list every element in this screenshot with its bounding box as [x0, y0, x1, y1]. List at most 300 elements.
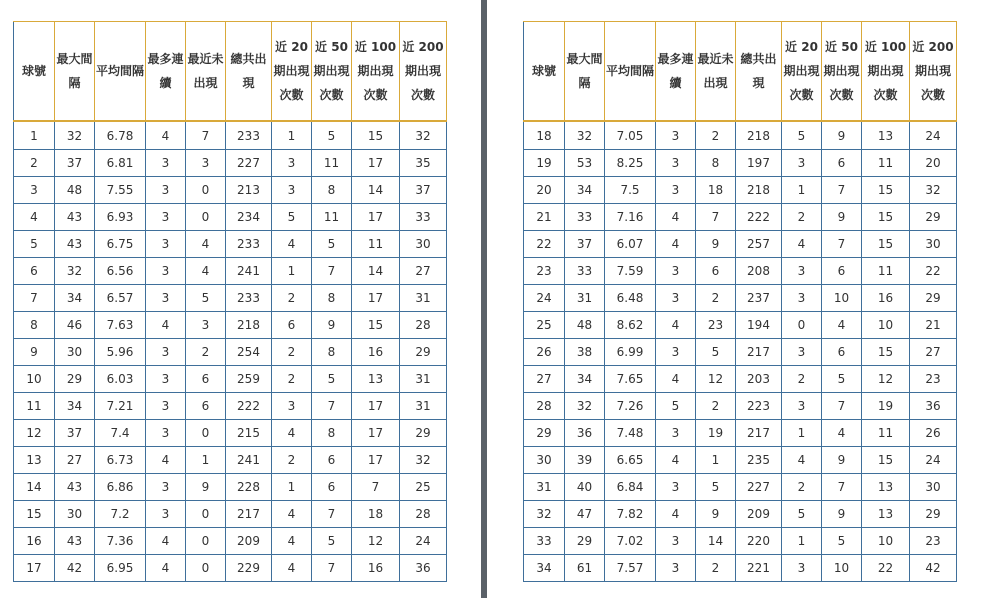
- table-cell: 3: [782, 285, 822, 312]
- table-cell: 1: [272, 474, 312, 501]
- table-body: [524, 121, 957, 582]
- table-cell: 35: [400, 150, 447, 177]
- table-cell: 7: [352, 474, 400, 501]
- table-row: [524, 447, 957, 474]
- column-header: 近 50期出現次數: [312, 22, 352, 122]
- table-cell: 2: [782, 366, 822, 393]
- table-cell: 16: [14, 528, 55, 555]
- table-cell: 5: [782, 121, 822, 150]
- table-cell: 4: [656, 312, 696, 339]
- table-cell: 6.86: [95, 474, 146, 501]
- table-cell: 5: [312, 366, 352, 393]
- table-cell: 3: [656, 121, 696, 150]
- table-cell: 7.2: [95, 501, 146, 528]
- table-cell: 4: [822, 312, 862, 339]
- table-cell: 23: [524, 258, 565, 285]
- table-cell: 218: [736, 177, 782, 204]
- table-cell: 235: [736, 447, 782, 474]
- table-cell: 32: [55, 121, 95, 150]
- table-cell: 31: [400, 285, 447, 312]
- table-cell: 6: [272, 312, 312, 339]
- table-row: [524, 420, 957, 447]
- table-cell: 7.16: [605, 204, 656, 231]
- table-cell: 3: [272, 150, 312, 177]
- table-cell: 13: [352, 366, 400, 393]
- table-cell: 24: [400, 528, 447, 555]
- table-cell: 4: [146, 555, 186, 582]
- table-cell: 34: [524, 555, 565, 582]
- table-cell: 7: [14, 285, 55, 312]
- table-row: [14, 150, 447, 177]
- table-cell: 32: [565, 393, 605, 420]
- table-cell: 1: [14, 121, 55, 150]
- table-cell: 10: [822, 555, 862, 582]
- table-cell: 9: [14, 339, 55, 366]
- table-cell: 3: [146, 258, 186, 285]
- table-cell: 6: [312, 474, 352, 501]
- table-cell: 233: [226, 285, 272, 312]
- table-cell: 30: [524, 447, 565, 474]
- table-cell: 0: [186, 420, 226, 447]
- table-cell: 7.21: [95, 393, 146, 420]
- table-cell: 3: [146, 339, 186, 366]
- table-cell: 3: [656, 474, 696, 501]
- table-cell: 28: [400, 312, 447, 339]
- table-cell: 15: [862, 339, 910, 366]
- table-cell: 221: [736, 555, 782, 582]
- column-header: 最多連續: [656, 22, 696, 122]
- table-cell: 36: [400, 555, 447, 582]
- table-cell: 3: [656, 177, 696, 204]
- table-cell: 11: [352, 231, 400, 258]
- table-cell: 6: [822, 258, 862, 285]
- table-cell: 43: [55, 474, 95, 501]
- table-cell: 9: [312, 312, 352, 339]
- table-cell: 7: [696, 204, 736, 231]
- table-row: [14, 285, 447, 312]
- table-cell: 15: [352, 121, 400, 150]
- table-row: [524, 258, 957, 285]
- table-row: [524, 501, 957, 528]
- table-cell: 17: [352, 204, 400, 231]
- table-cell: 5: [14, 231, 55, 258]
- lottery-stats-table-left: [13, 21, 447, 582]
- table-cell: 27: [55, 447, 95, 474]
- table-cell: 3: [146, 231, 186, 258]
- table-cell: 22: [524, 231, 565, 258]
- table-cell: 4: [14, 204, 55, 231]
- table-row: [14, 501, 447, 528]
- table-cell: 23: [696, 312, 736, 339]
- table-cell: 3: [146, 366, 186, 393]
- table-cell: 14: [352, 177, 400, 204]
- table-row: [524, 528, 957, 555]
- table-cell: 15: [862, 231, 910, 258]
- table-row: [14, 258, 447, 285]
- column-header: 平均間隔: [605, 22, 656, 122]
- table-cell: 12: [352, 528, 400, 555]
- table-cell: 257: [736, 231, 782, 258]
- table-cell: 27: [910, 339, 957, 366]
- table-cell: 6.65: [605, 447, 656, 474]
- table-cell: 237: [736, 285, 782, 312]
- table-cell: 5: [822, 366, 862, 393]
- table-row: [14, 177, 447, 204]
- table-row: [14, 121, 447, 150]
- table-cell: 12: [14, 420, 55, 447]
- table-cell: 19: [862, 393, 910, 420]
- table-cell: 0: [186, 528, 226, 555]
- table-cell: 241: [226, 258, 272, 285]
- table-cell: 6.95: [95, 555, 146, 582]
- table-cell: 3: [14, 177, 55, 204]
- lottery-stats-table-right: [523, 21, 957, 582]
- table-cell: 17: [352, 285, 400, 312]
- table-cell: 11: [312, 150, 352, 177]
- table-cell: 4: [656, 366, 696, 393]
- table-cell: 31: [400, 366, 447, 393]
- table-cell: 61: [565, 555, 605, 582]
- table-cell: 17: [352, 420, 400, 447]
- table-cell: 34: [55, 285, 95, 312]
- table-cell: 30: [910, 474, 957, 501]
- table-cell: 19: [524, 150, 565, 177]
- table-cell: 241: [226, 447, 272, 474]
- column-header: 近 20期出現次數: [272, 22, 312, 122]
- table-cell: 1: [272, 258, 312, 285]
- table-cell: 6: [312, 447, 352, 474]
- table-cell: 29: [55, 366, 95, 393]
- table-cell: 5: [782, 501, 822, 528]
- table-cell: 22: [910, 258, 957, 285]
- table-cell: 220: [736, 528, 782, 555]
- table-cell: 48: [55, 177, 95, 204]
- table-cell: 36: [910, 393, 957, 420]
- table-cell: 3: [782, 393, 822, 420]
- table-cell: 3: [186, 312, 226, 339]
- table-cell: 7.4: [95, 420, 146, 447]
- table-cell: 8: [696, 150, 736, 177]
- table-cell: 217: [736, 420, 782, 447]
- column-header: 最近未出現: [186, 22, 226, 122]
- table-cell: 29: [910, 285, 957, 312]
- table-cell: 10: [822, 285, 862, 312]
- table-cell: 17: [14, 555, 55, 582]
- table-cell: 5: [696, 339, 736, 366]
- table-cell: 2: [186, 339, 226, 366]
- table-cell: 33: [565, 204, 605, 231]
- table-cell: 6: [696, 258, 736, 285]
- table-cell: 18: [524, 121, 565, 150]
- table-cell: 3: [782, 555, 822, 582]
- table-cell: 17: [352, 447, 400, 474]
- table-cell: 1: [272, 121, 312, 150]
- table-cell: 43: [55, 528, 95, 555]
- table-cell: 3: [186, 150, 226, 177]
- table-cell: 3: [146, 177, 186, 204]
- table-cell: 34: [565, 366, 605, 393]
- table-cell: 33: [524, 528, 565, 555]
- table-cell: 43: [55, 231, 95, 258]
- table-cell: 6.56: [95, 258, 146, 285]
- table-cell: 3: [146, 393, 186, 420]
- table-cell: 4: [146, 121, 186, 150]
- table-cell: 46: [55, 312, 95, 339]
- column-header: 最大間隔: [565, 22, 605, 122]
- table-cell: 6: [186, 393, 226, 420]
- table-cell: 3: [146, 420, 186, 447]
- table-cell: 25: [400, 474, 447, 501]
- table-cell: 12: [696, 366, 736, 393]
- table-cell: 26: [524, 339, 565, 366]
- column-header: 最大間隔: [55, 22, 95, 122]
- table-cell: 4: [272, 528, 312, 555]
- table-row: [14, 204, 447, 231]
- table-cell: 7: [822, 231, 862, 258]
- column-header: 最多連續: [146, 22, 186, 122]
- table-cell: 15: [862, 447, 910, 474]
- table-cell: 3: [782, 339, 822, 366]
- table-cell: 3: [656, 285, 696, 312]
- table-cell: 1: [696, 447, 736, 474]
- table-cell: 32: [400, 121, 447, 150]
- table-cell: 7: [312, 393, 352, 420]
- table-cell: 23: [910, 366, 957, 393]
- table-cell: 7.26: [605, 393, 656, 420]
- table-cell: 53: [565, 150, 605, 177]
- column-header: 近 200期出現次數: [910, 22, 957, 122]
- table-cell: 30: [55, 339, 95, 366]
- column-header: 近 100期出現次數: [352, 22, 400, 122]
- table-cell: 21: [910, 312, 957, 339]
- table-cell: 1: [186, 447, 226, 474]
- table-cell: 14: [14, 474, 55, 501]
- table-cell: 7.55: [95, 177, 146, 204]
- table-cell: 233: [226, 121, 272, 150]
- table-cell: 29: [400, 339, 447, 366]
- table-cell: 7.05: [605, 121, 656, 150]
- table-cell: 4: [146, 447, 186, 474]
- table-cell: 38: [565, 339, 605, 366]
- table-cell: 2: [272, 339, 312, 366]
- table-cell: 6.99: [605, 339, 656, 366]
- table-body: [14, 121, 447, 582]
- table-row: [14, 528, 447, 555]
- table-cell: 31: [524, 474, 565, 501]
- table-cell: 2: [272, 285, 312, 312]
- table-cell: 7.82: [605, 501, 656, 528]
- table-cell: 234: [226, 204, 272, 231]
- table-cell: 10: [14, 366, 55, 393]
- table-cell: 27: [400, 258, 447, 285]
- table-cell: 3: [146, 204, 186, 231]
- table-cell: 3: [656, 420, 696, 447]
- column-header: 近 100期出現次數: [862, 22, 910, 122]
- table-cell: 1: [782, 420, 822, 447]
- table-cell: 16: [352, 555, 400, 582]
- table-cell: 209: [736, 501, 782, 528]
- table-cell: 1: [782, 177, 822, 204]
- table-cell: 8: [312, 420, 352, 447]
- table-cell: 7: [186, 121, 226, 150]
- table-cell: 3: [146, 285, 186, 312]
- table-cell: 1: [782, 528, 822, 555]
- table-cell: 259: [226, 366, 272, 393]
- table-cell: 5: [312, 121, 352, 150]
- table-cell: 8: [312, 177, 352, 204]
- table-row: [14, 555, 447, 582]
- table-cell: 9: [696, 501, 736, 528]
- table-cell: 6.73: [95, 447, 146, 474]
- table-cell: 31: [565, 285, 605, 312]
- table-cell: 2: [696, 285, 736, 312]
- table-cell: 32: [910, 177, 957, 204]
- table-cell: 30: [910, 231, 957, 258]
- table-cell: 33: [400, 204, 447, 231]
- table-row: [524, 312, 957, 339]
- table-cell: 5: [272, 204, 312, 231]
- table-cell: 29: [524, 420, 565, 447]
- table-cell: 15: [14, 501, 55, 528]
- table-cell: 4: [272, 231, 312, 258]
- table-cell: 4: [186, 258, 226, 285]
- table-row: [14, 420, 447, 447]
- table-cell: 7: [312, 258, 352, 285]
- table-cell: 222: [736, 204, 782, 231]
- table-row: [524, 474, 957, 501]
- table-cell: 28: [400, 501, 447, 528]
- table-cell: 5: [312, 528, 352, 555]
- table-cell: 29: [400, 420, 447, 447]
- header-row: [524, 22, 957, 122]
- table-cell: 5.96: [95, 339, 146, 366]
- table-cell: 33: [565, 258, 605, 285]
- table-cell: 213: [226, 177, 272, 204]
- table-cell: 36: [565, 420, 605, 447]
- column-header: 球號: [14, 22, 55, 122]
- table-cell: 4: [272, 555, 312, 582]
- table-cell: 43: [55, 204, 95, 231]
- table-cell: 2: [696, 121, 736, 150]
- table-cell: 16: [862, 285, 910, 312]
- table-cell: 5: [312, 231, 352, 258]
- table-row: [14, 339, 447, 366]
- table-cell: 28: [524, 393, 565, 420]
- table-cell: 7: [312, 555, 352, 582]
- table-cell: 3: [146, 474, 186, 501]
- table-cell: 7.02: [605, 528, 656, 555]
- table-cell: 14: [352, 258, 400, 285]
- table-cell: 32: [565, 121, 605, 150]
- table-cell: 6.57: [95, 285, 146, 312]
- table-cell: 10: [862, 312, 910, 339]
- table-cell: 4: [146, 528, 186, 555]
- table-cell: 24: [910, 121, 957, 150]
- table-cell: 20: [524, 177, 565, 204]
- table-cell: 229: [226, 555, 272, 582]
- table-cell: 30: [400, 231, 447, 258]
- table-cell: 9: [696, 231, 736, 258]
- table-cell: 227: [736, 474, 782, 501]
- table-cell: 3: [146, 501, 186, 528]
- column-header: 近 20期出現次數: [782, 22, 822, 122]
- table-cell: 7.5: [605, 177, 656, 204]
- table-cell: 23: [910, 528, 957, 555]
- table-cell: 39: [565, 447, 605, 474]
- table-cell: 6.93: [95, 204, 146, 231]
- table-cell: 197: [736, 150, 782, 177]
- table-cell: 34: [565, 177, 605, 204]
- table-cell: 20: [910, 150, 957, 177]
- table-cell: 40: [565, 474, 605, 501]
- table-cell: 0: [186, 555, 226, 582]
- table-cell: 13: [14, 447, 55, 474]
- table-cell: 3: [656, 258, 696, 285]
- table-row: [524, 150, 957, 177]
- table-cell: 4: [782, 231, 822, 258]
- table-cell: 8: [312, 339, 352, 366]
- table-cell: 18: [352, 501, 400, 528]
- column-header: 總共出現: [226, 22, 272, 122]
- table-cell: 4: [822, 420, 862, 447]
- table-cell: 25: [524, 312, 565, 339]
- table-row: [524, 231, 957, 258]
- table-row: [524, 204, 957, 231]
- table-cell: 4: [656, 447, 696, 474]
- table-cell: 30: [55, 501, 95, 528]
- table-cell: 7: [822, 474, 862, 501]
- table-cell: 37: [55, 420, 95, 447]
- table-cell: 3: [272, 393, 312, 420]
- table-cell: 17: [352, 150, 400, 177]
- table-cell: 13: [862, 474, 910, 501]
- table-cell: 29: [910, 204, 957, 231]
- table-cell: 0: [186, 177, 226, 204]
- table-cell: 254: [226, 339, 272, 366]
- table-cell: 0: [186, 501, 226, 528]
- table-cell: 6: [822, 339, 862, 366]
- table-row: [14, 231, 447, 258]
- table-row: [524, 366, 957, 393]
- table-cell: 228: [226, 474, 272, 501]
- table-cell: 22: [862, 555, 910, 582]
- table-cell: 26: [910, 420, 957, 447]
- table-cell: 7.59: [605, 258, 656, 285]
- table-cell: 17: [352, 393, 400, 420]
- table-row: [524, 121, 957, 150]
- table-cell: 217: [736, 339, 782, 366]
- table-cell: 4: [656, 204, 696, 231]
- table-cell: 34: [55, 393, 95, 420]
- table-cell: 218: [226, 312, 272, 339]
- table-row: [14, 312, 447, 339]
- table-cell: 12: [862, 366, 910, 393]
- table-cell: 11: [862, 258, 910, 285]
- table-row: [524, 393, 957, 420]
- table-row: [524, 177, 957, 204]
- table-cell: 7: [822, 393, 862, 420]
- table-cell: 4: [782, 447, 822, 474]
- table-cell: 215: [226, 420, 272, 447]
- table-cell: 14: [696, 528, 736, 555]
- table-row: [14, 393, 447, 420]
- table-row: [14, 447, 447, 474]
- table-cell: 4: [146, 312, 186, 339]
- table-cell: 3: [146, 150, 186, 177]
- table-cell: 222: [226, 393, 272, 420]
- table-cell: 209: [226, 528, 272, 555]
- table-cell: 218: [736, 121, 782, 150]
